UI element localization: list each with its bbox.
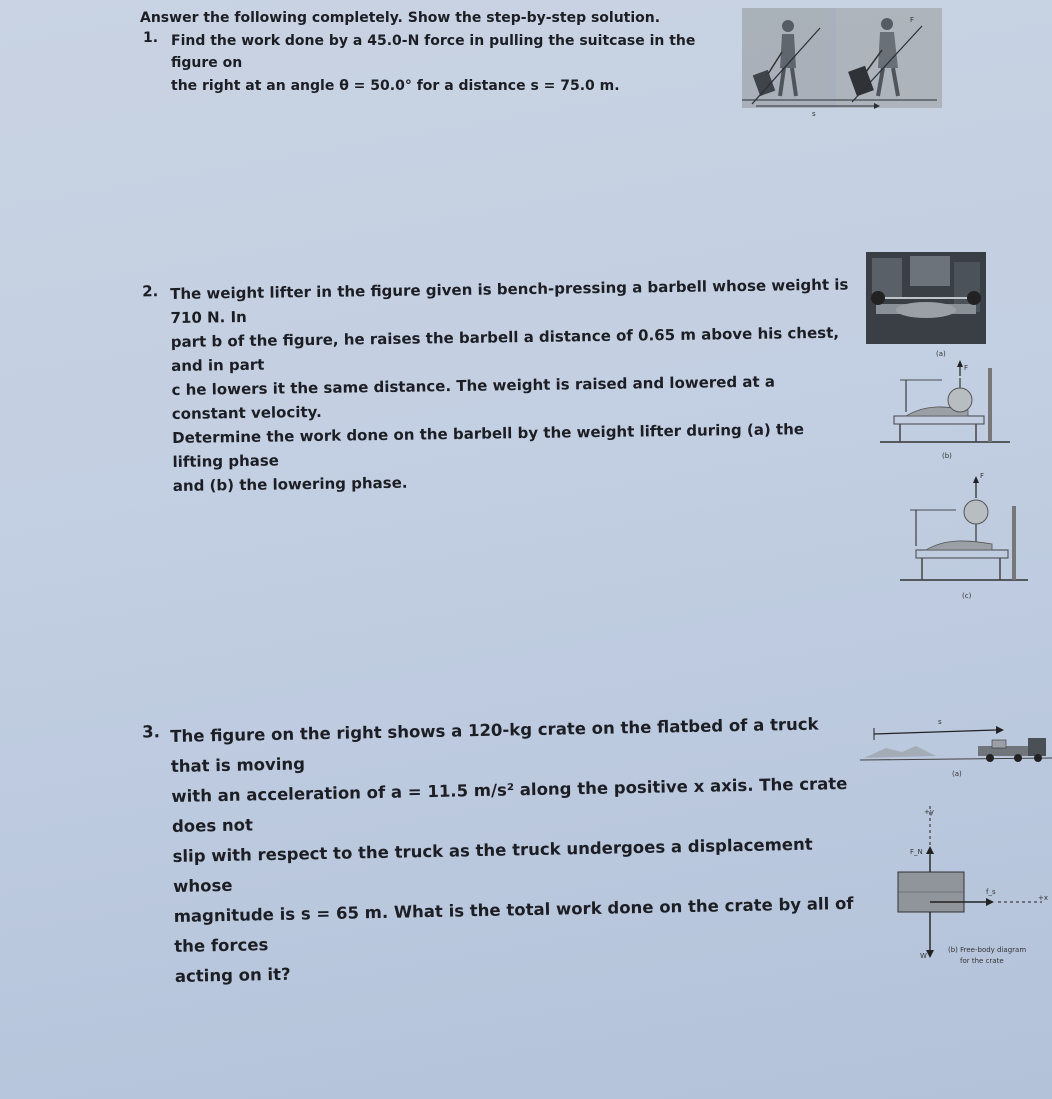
lifter-lifting-figure [876,360,1014,464]
normal-force-label: F_N [910,848,923,856]
question-number: 3. [142,722,161,742]
figure-label-a: (a) [936,350,946,358]
worksheet-heading: Answer the following completely. Show the step-by-step solution. [140,10,661,26]
displacement-label: s [812,110,816,118]
question-line: with an acceleration of a = 11.5 m/s² along the positive x axis. The crate does not [171,774,848,837]
lifter-photo-figure [866,252,991,360]
x-axis-label: +x [1038,894,1049,902]
question-line: acting on it? [174,964,291,987]
question-2 [142,273,853,498]
question-line: magnitude is s = 65 m. What is the total work done on the crate by all of the forces [173,894,854,957]
suitcase-figure [742,8,942,118]
truck-figure [856,712,1052,782]
question-line: the right at an angle θ = 50.0° for a distance s = 75.0 m. [171,77,620,94]
free-body-caption: (b) Free-body diagram [948,946,1027,954]
force-label: F [910,16,915,24]
question-number: 2. [142,282,159,301]
y-axis-label: +y [924,808,935,816]
question-3 [142,709,865,992]
static-friction-label: f_s [986,888,996,896]
figure-label-a: (a) [952,770,962,778]
free-body-diagram [890,802,1050,974]
force-label: F [980,472,985,480]
question-line: and (b) the lowering phase. [172,473,408,495]
question-line: slip with respect to the truck as the truck undergoes a displacement whose [172,834,813,897]
figure-label-c: (c) [962,592,972,600]
question-line: part b of the figure, he raises the barbell a distance of 0.65 m above his chest, and in part [170,323,840,375]
question-line: Determine the work done on the barbell by the weight lifter during (a) the lifting phase [172,420,805,471]
question-1 [143,30,731,97]
question-line: Find the work done by a 45.0-N force in pulling the suitcase in the figure on [171,33,696,72]
weight-label: W [920,952,927,960]
question-line: c he lowers it the same distance. The weight is raised and lowered at a constant velocity. [171,372,776,423]
free-body-caption: for the crate [960,957,1004,965]
question-number: 1. [143,30,159,46]
lifter-lowering-figure [896,470,1032,610]
figure-label-b: (b) [942,452,952,460]
question-line: The figure on the right shows a 120-kg crate on the flatbed of a truck that is moving [170,714,819,777]
force-label: F [964,364,969,372]
question-line: The weight lifter in the figure given is bench-pressing a barbell whose weight is 710 N. In [170,275,849,327]
displacement-label: s [938,718,942,726]
